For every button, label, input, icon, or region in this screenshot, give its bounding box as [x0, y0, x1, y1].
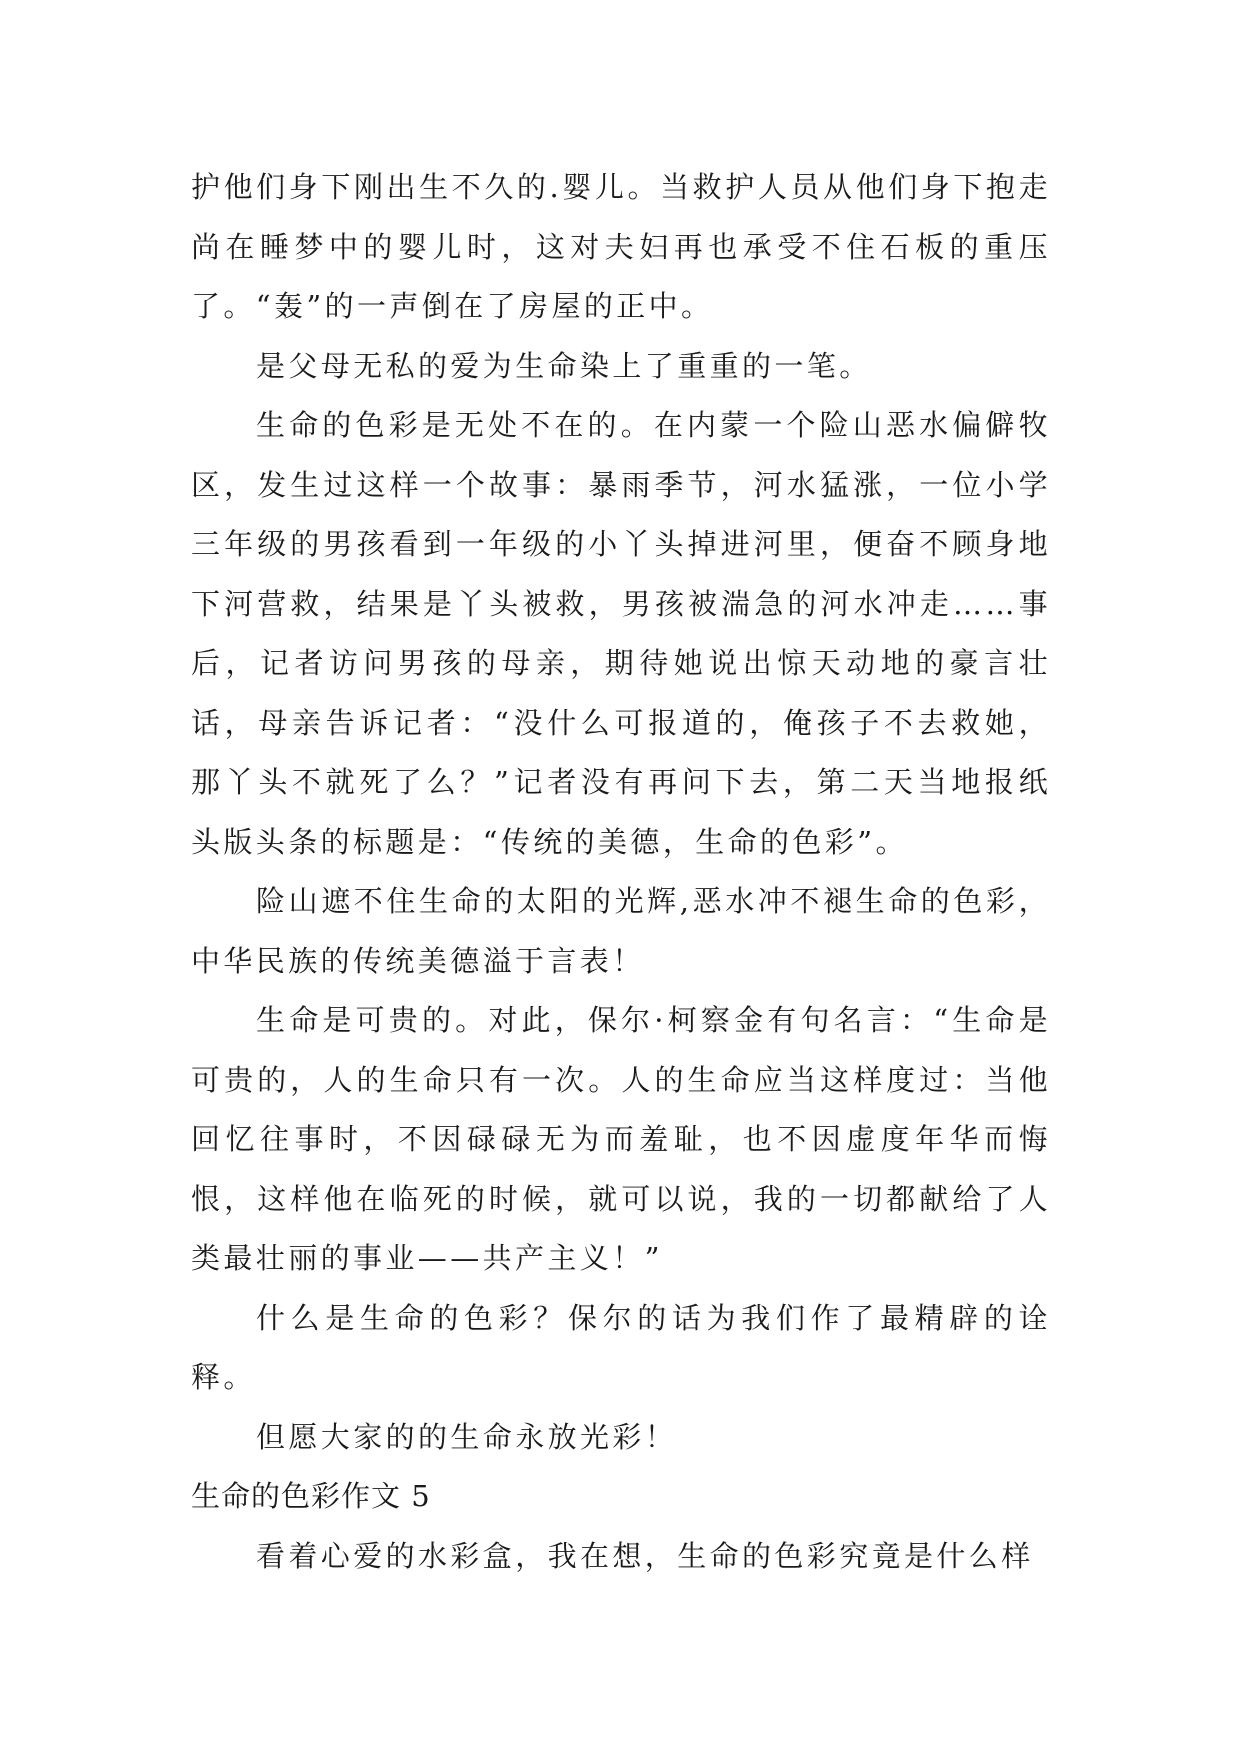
- document-body: [191, 158, 1051, 1586]
- paragraph-2: 是父母无私的爱为生命染上了重重的一笔。: [256, 348, 872, 383]
- section-title: 生命的色彩作文 5: [191, 1479, 431, 1513]
- paragraph-6: 什么是生命的色彩？保尔的话为我们作了最精辟的诠释。: [191, 1300, 1051, 1394]
- paragraph-8: 看着心爱的水彩盒，我在想，生命的色彩究竟是什么样: [256, 1538, 1034, 1573]
- paragraph-1: 护他们身下刚出生不久的.婴儿。当救护人员从他们身下抱走尚在睡梦中的婴儿时，这对夫妇再也承受不住石板的重压了。“轰”的一声倒在了房屋的正中。: [191, 170, 1051, 323]
- paragraph-3: 生命的色彩是无处不在的。在内蒙一个险山恶水偏僻牧区，发生过这样一个故事：暴雨季节，河水猛涨，一位小学三年级的男孩看到一年级的小丫头掉进河里，便奋不顾身地下河营救，结果是丫头被救，男孩被湍急的河水冲走……事后，记者访问男孩的母亲，期待她说出惊天动地的豪言壮话，母亲告诉记者：“没什么可报道的，俺孩子不去救她，那丫头不就死了么？”记者没有再问下去，第二天当地报纸头版头条的标题是：“传统的美德，生命的色彩”。: [191, 408, 1051, 859]
- paragraph-4: 险山遮不住生命的太阳的光辉,恶水冲不褪生命的色彩，中华民族的传统美德溢于言表！: [191, 884, 1051, 978]
- paragraph-5: 生命是可贵的。对此，保尔·柯察金有句名言：“生命是可贵的，人的生命只有一次。人的生命应当这样度过：当他回忆往事时，不因碌碌无为而羞耻，也不因虚度年华而悔恨，这样他在临死的时候，就可以说，我的一切都献给了人类最壮丽的事业——共产主义！”: [191, 1003, 1051, 1275]
- paragraph-7: 但愿大家的的生命永放光彩！: [256, 1419, 678, 1454]
